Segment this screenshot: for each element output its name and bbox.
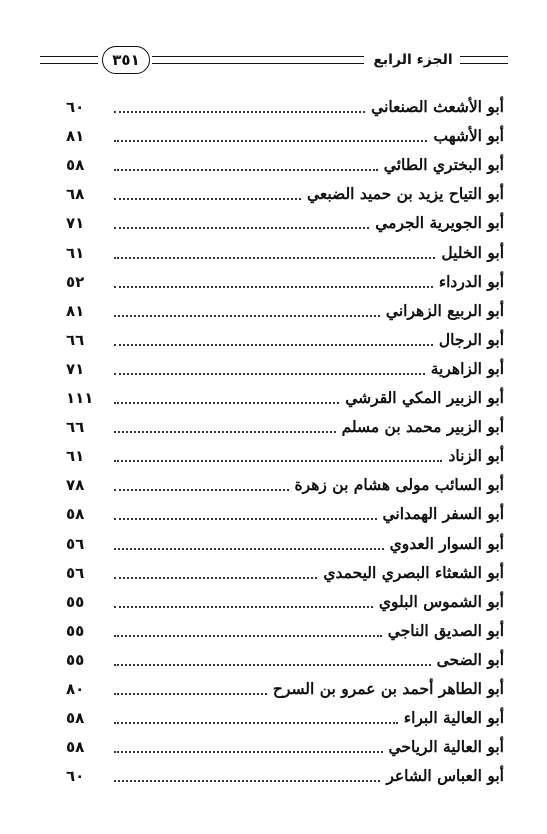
index-entry: [66, 466, 504, 495]
entry-page-number: ٦٦: [66, 418, 85, 437]
entry-name: أبو السفر الهمداني: [382, 504, 504, 524]
page-header: [40, 40, 508, 80]
entry-name: أبو الأشعث الصنعاني: [371, 97, 504, 117]
dot-leader: [114, 344, 433, 346]
dot-leader: [114, 286, 433, 288]
index-entry: [66, 583, 504, 612]
dot-leader: [114, 402, 339, 404]
entry-name: أبو السوار العدوي: [389, 533, 504, 553]
index-entry: [66, 321, 504, 350]
dot-leader: [114, 780, 380, 782]
entry-name: أبو الزبير محمد بن مسلم: [341, 417, 504, 437]
dot-leader: [114, 635, 382, 637]
entry-page-number: ٦٦: [66, 330, 85, 349]
dot-leader: [114, 518, 377, 520]
entry-name: أبو الشموس البلوي: [378, 591, 504, 611]
entry-page-number: ١١١: [66, 389, 94, 408]
entry-name: أبو الصديق الناجي: [387, 620, 504, 640]
index-entry: [66, 757, 504, 786]
entry-page-number: ٥٦: [66, 534, 85, 553]
entry-page-number: ٥٨: [66, 738, 85, 757]
dot-leader: [114, 664, 431, 666]
entry-name: أبو الشعثاء البصري اليحمدي: [323, 562, 504, 582]
header-rule-left: [40, 56, 98, 64]
page-number: ٣٥١: [102, 46, 150, 74]
dot-leader: [114, 315, 380, 317]
entry-name: أبو الخليل: [441, 242, 504, 262]
dot-leader: [114, 577, 317, 579]
index-list: [66, 88, 504, 786]
entry-name: أبو العباس الشاعر: [386, 766, 504, 786]
index-entry: [66, 117, 504, 146]
index-entry: [66, 379, 504, 408]
index-entry: [66, 350, 504, 379]
entry-page-number: ٥٨: [66, 505, 85, 524]
entry-page-number: ٧١: [66, 359, 85, 378]
dot-leader: [114, 751, 383, 753]
entry-page-number: ٥٥: [66, 621, 85, 640]
entry-page-number: ٨١: [66, 301, 85, 320]
entry-page-number: ٥٨: [66, 156, 85, 175]
entry-name: أبو العالية الرياحي: [388, 737, 504, 757]
entry-page-number: ٥٥: [66, 592, 85, 611]
entry-page-number: ٥٦: [66, 563, 85, 582]
entry-name: أبو الزناد: [448, 446, 504, 466]
entry-name: أبو الرجال: [438, 329, 504, 349]
entry-page-number: ٧١: [66, 214, 85, 233]
dot-leader: [114, 693, 267, 695]
dot-leader: [114, 198, 301, 200]
index-entry: [66, 670, 504, 699]
entry-page-number: ٦٨: [66, 185, 85, 204]
dot-leader: [114, 140, 427, 142]
dot-leader: [114, 548, 384, 550]
entry-name: أبو الضحى: [436, 649, 504, 669]
dot-leader: [114, 431, 336, 433]
dot-leader: [114, 373, 425, 375]
index-entry: [66, 554, 504, 583]
entry-name: أبو الطاهر أحمد بن عمرو بن السرح: [272, 678, 504, 698]
entry-name: أبو الدرداء: [438, 271, 504, 291]
entry-name: أبو الربيع الزهراني: [385, 300, 504, 320]
header-rule-right: [460, 56, 508, 64]
entry-name: أبو الزبير المكي القرشي: [345, 388, 504, 408]
index-entry: [66, 699, 504, 728]
entry-page-number: ٥٥: [66, 650, 85, 669]
entry-page-number: ٦١: [66, 243, 85, 262]
dot-leader: [114, 489, 289, 491]
entry-page-number: ٦١: [66, 447, 85, 466]
entry-name: أبو البختري الطائي: [383, 155, 504, 175]
entry-page-number: ٥٨: [66, 709, 85, 728]
header-rule-middle: [152, 56, 364, 64]
dot-leader: [114, 460, 442, 462]
entry-name: أبو الزاهرية: [430, 358, 504, 378]
entry-name: أبو الجويرية الجرمي: [375, 213, 504, 233]
index-entry: [66, 495, 504, 524]
index-entry: [66, 437, 504, 466]
dot-leader: [114, 257, 435, 259]
index-entry: [66, 263, 504, 292]
index-entry: [66, 88, 504, 117]
index-entry: [66, 292, 504, 321]
dot-leader: [114, 722, 398, 724]
entry-page-number: ٦٠: [66, 98, 85, 117]
index-entry: [66, 408, 504, 437]
entry-page-number: ٧٨: [66, 476, 85, 495]
volume-title: الجزء الرابع: [373, 52, 453, 68]
entry-name: أبو السائب مولى هشام بن زهرة: [294, 475, 504, 495]
dot-leader: [114, 606, 373, 608]
index-entry: [66, 204, 504, 233]
index-entry: [66, 641, 504, 670]
entry-name: أبو التياح يزيد بن حميد الضبعي: [306, 184, 504, 204]
entry-page-number: ٥٢: [66, 272, 85, 291]
dot-leader: [114, 111, 365, 113]
dot-leader: [114, 227, 369, 229]
index-entry: [66, 175, 504, 204]
index-entry: [66, 146, 504, 175]
entry-name: أبو العالية البراء: [403, 708, 504, 728]
entry-page-number: ٨١: [66, 127, 85, 146]
index-entry: [66, 233, 504, 262]
entry-name: أبو الأشهب: [433, 126, 504, 146]
entry-page-number: ٨٠: [66, 679, 85, 698]
index-entry: [66, 728, 504, 757]
dot-leader: [114, 169, 378, 171]
index-entry: [66, 524, 504, 553]
entry-page-number: ٦٠: [66, 767, 85, 786]
index-entry: [66, 612, 504, 641]
